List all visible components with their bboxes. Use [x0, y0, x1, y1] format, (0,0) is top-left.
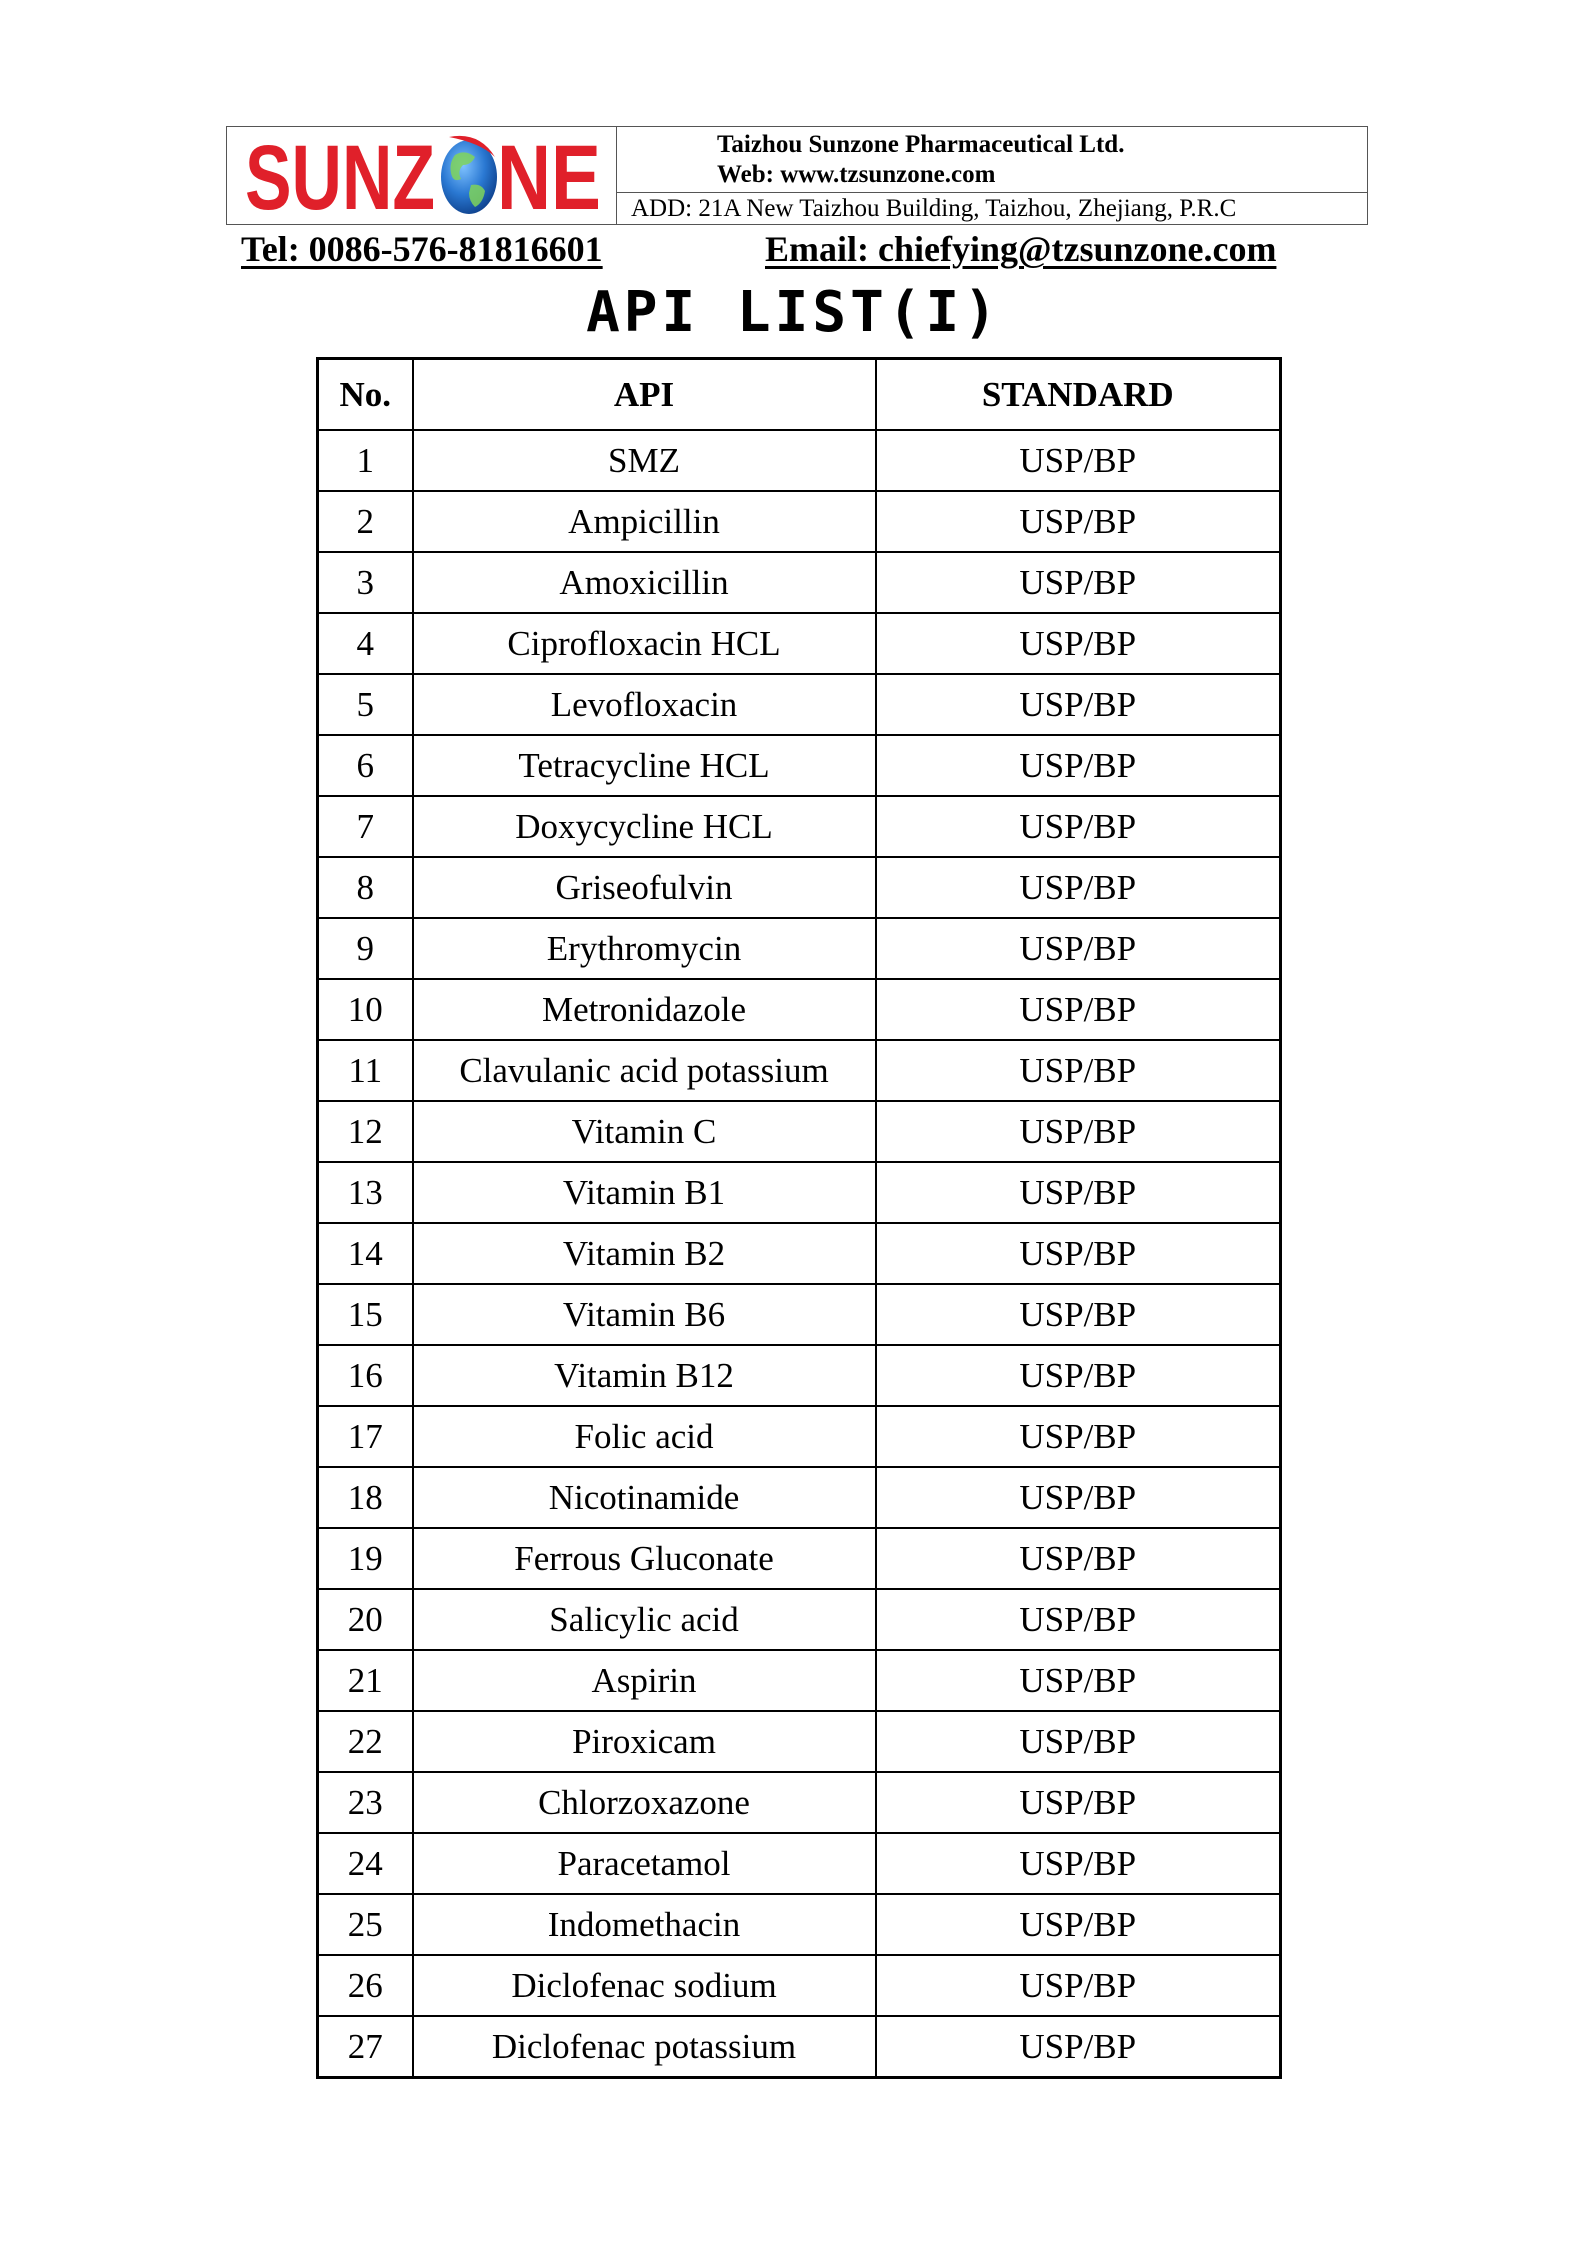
cell-standard: USP/BP	[876, 552, 1281, 613]
cell-api: Metronidazole	[413, 979, 876, 1040]
table-row	[318, 1894, 1281, 1955]
cell-no: 4	[318, 613, 413, 674]
table-row	[318, 918, 1281, 979]
cell-api: Ferrous Gluconate	[413, 1528, 876, 1589]
cell-no: 22	[318, 1711, 413, 1772]
cell-standard: USP/BP	[876, 1589, 1281, 1650]
company-address: ADD: 21A New Taizhou Building, Taizhou, Zhejiang, P.R.C	[631, 195, 1237, 222]
cell-api: Vitamin B12	[413, 1345, 876, 1406]
cell-standard: USP/BP	[876, 1711, 1281, 1772]
cell-no: 16	[318, 1345, 413, 1406]
cell-standard: USP/BP	[876, 1223, 1281, 1284]
cell-standard: USP/BP	[876, 1101, 1281, 1162]
cell-api: Piroxicam	[413, 1711, 876, 1772]
cell-no: 6	[318, 735, 413, 796]
globe-icon	[441, 136, 497, 214]
table-body	[318, 430, 1281, 2078]
cell-api: Diclofenac sodium	[413, 1955, 876, 2016]
table-row	[318, 1406, 1281, 1467]
address-cell	[617, 193, 1367, 224]
table-row	[318, 2016, 1281, 2078]
cell-no: 15	[318, 1284, 413, 1345]
table-row	[318, 1223, 1281, 1284]
cell-no: 18	[318, 1467, 413, 1528]
cell-api: Paracetamol	[413, 1833, 876, 1894]
cell-api: Salicylic acid	[413, 1589, 876, 1650]
cell-api: Vitamin B1	[413, 1162, 876, 1223]
cell-standard: USP/BP	[876, 857, 1281, 918]
cell-standard: USP/BP	[876, 1650, 1281, 1711]
logo-cell	[227, 127, 617, 229]
cell-no: 3	[318, 552, 413, 613]
cell-standard: USP/BP	[876, 918, 1281, 979]
table-row	[318, 735, 1281, 796]
cell-api: Diclofenac potassium	[413, 2016, 876, 2078]
cell-standard: USP/BP	[876, 1528, 1281, 1589]
cell-no: 8	[318, 857, 413, 918]
table-row	[318, 857, 1281, 918]
table-row	[318, 1467, 1281, 1528]
cell-api: Aspirin	[413, 1650, 876, 1711]
cell-api: Chlorzoxazone	[413, 1772, 876, 1833]
company-web: Web: www.tzsunzone.com	[717, 161, 996, 188]
table-row	[318, 1589, 1281, 1650]
table-row	[318, 1101, 1281, 1162]
cell-standard: USP/BP	[876, 1345, 1281, 1406]
cell-standard: USP/BP	[876, 735, 1281, 796]
cell-api: SMZ	[413, 430, 876, 491]
cell-standard: USP/BP	[876, 430, 1281, 491]
table-row	[318, 430, 1281, 491]
cell-standard: USP/BP	[876, 1772, 1281, 1833]
cell-standard: USP/BP	[876, 674, 1281, 735]
cell-standard: USP/BP	[876, 1162, 1281, 1223]
cell-api: Ciprofloxacin HCL	[413, 613, 876, 674]
cell-standard: USP/BP	[876, 613, 1281, 674]
cell-no: 9	[318, 918, 413, 979]
table-row	[318, 979, 1281, 1040]
table-row	[318, 674, 1281, 735]
cell-no: 19	[318, 1528, 413, 1589]
table-row	[318, 1284, 1281, 1345]
cell-no: 20	[318, 1589, 413, 1650]
cell-api: Folic acid	[413, 1406, 876, 1467]
cell-standard: USP/BP	[876, 1406, 1281, 1467]
table-row	[318, 552, 1281, 613]
table-row	[318, 1955, 1281, 2016]
table-row	[318, 491, 1281, 552]
table-row	[318, 1528, 1281, 1589]
cell-no: 7	[318, 796, 413, 857]
table-row	[318, 796, 1281, 857]
cell-api: Levofloxacin	[413, 674, 876, 735]
cell-no: 10	[318, 979, 413, 1040]
cell-no: 21	[318, 1650, 413, 1711]
letterhead	[226, 126, 1368, 229]
table-row	[318, 1711, 1281, 1772]
cell-no: 24	[318, 1833, 413, 1894]
cell-standard: USP/BP	[876, 1955, 1281, 2016]
cell-api: Vitamin C	[413, 1101, 876, 1162]
cell-no: 17	[318, 1406, 413, 1467]
cell-standard: USP/BP	[876, 1467, 1281, 1528]
cell-standard: USP/BP	[876, 1284, 1281, 1345]
table-row	[318, 1040, 1281, 1101]
cell-api: Ampicillin	[413, 491, 876, 552]
cell-api: Nicotinamide	[413, 1467, 876, 1528]
table-row	[318, 1162, 1281, 1223]
cell-api: Griseofulvin	[413, 857, 876, 918]
logo-letters-left: SUNZ	[245, 127, 435, 229]
logo-letters-right: NE	[497, 127, 601, 229]
table-row	[318, 613, 1281, 674]
table-row	[318, 1345, 1281, 1406]
cell-api: Amoxicillin	[413, 552, 876, 613]
table-row	[318, 1650, 1281, 1711]
cell-api: Doxycycline HCL	[413, 796, 876, 857]
cell-no: 5	[318, 674, 413, 735]
header-api: API	[413, 359, 876, 431]
cell-standard: USP/BP	[876, 796, 1281, 857]
cell-no: 26	[318, 1955, 413, 2016]
cell-no: 27	[318, 2016, 413, 2078]
cell-no: 12	[318, 1101, 413, 1162]
header-standard: STANDARD	[876, 359, 1281, 431]
contact-tel: Tel: 0086-576-81816601	[241, 229, 603, 269]
cell-no: 11	[318, 1040, 413, 1101]
cell-no: 23	[318, 1772, 413, 1833]
cell-standard: USP/BP	[876, 1040, 1281, 1101]
header-no: No.	[318, 359, 413, 431]
table-row	[318, 1772, 1281, 1833]
table-row	[318, 1833, 1281, 1894]
cell-api: Clavulanic acid potassium	[413, 1040, 876, 1101]
cell-no: 13	[318, 1162, 413, 1223]
contact-email: Email: chiefying@tzsunzone.com	[765, 229, 1277, 269]
cell-no: 2	[318, 491, 413, 552]
cell-no: 1	[318, 430, 413, 491]
cell-standard: USP/BP	[876, 1833, 1281, 1894]
cell-no: 14	[318, 1223, 413, 1284]
sunzone-logo	[245, 127, 605, 229]
cell-api: Erythromycin	[413, 918, 876, 979]
company-info	[617, 127, 1367, 193]
cell-standard: USP/BP	[876, 979, 1281, 1040]
cell-standard: USP/BP	[876, 2016, 1281, 2078]
cell-no: 25	[318, 1894, 413, 1955]
api-table	[316, 357, 1282, 2079]
cell-api: Vitamin B2	[413, 1223, 876, 1284]
cell-standard: USP/BP	[876, 1894, 1281, 1955]
cell-api: Tetracycline HCL	[413, 735, 876, 796]
page-title: API LIST(I)	[586, 280, 1001, 345]
table-header-row	[318, 359, 1281, 431]
cell-api: Vitamin B6	[413, 1284, 876, 1345]
company-name: Taizhou Sunzone Pharmaceutical Ltd.	[717, 131, 1125, 158]
cell-standard: USP/BP	[876, 491, 1281, 552]
cell-api: Indomethacin	[413, 1894, 876, 1955]
